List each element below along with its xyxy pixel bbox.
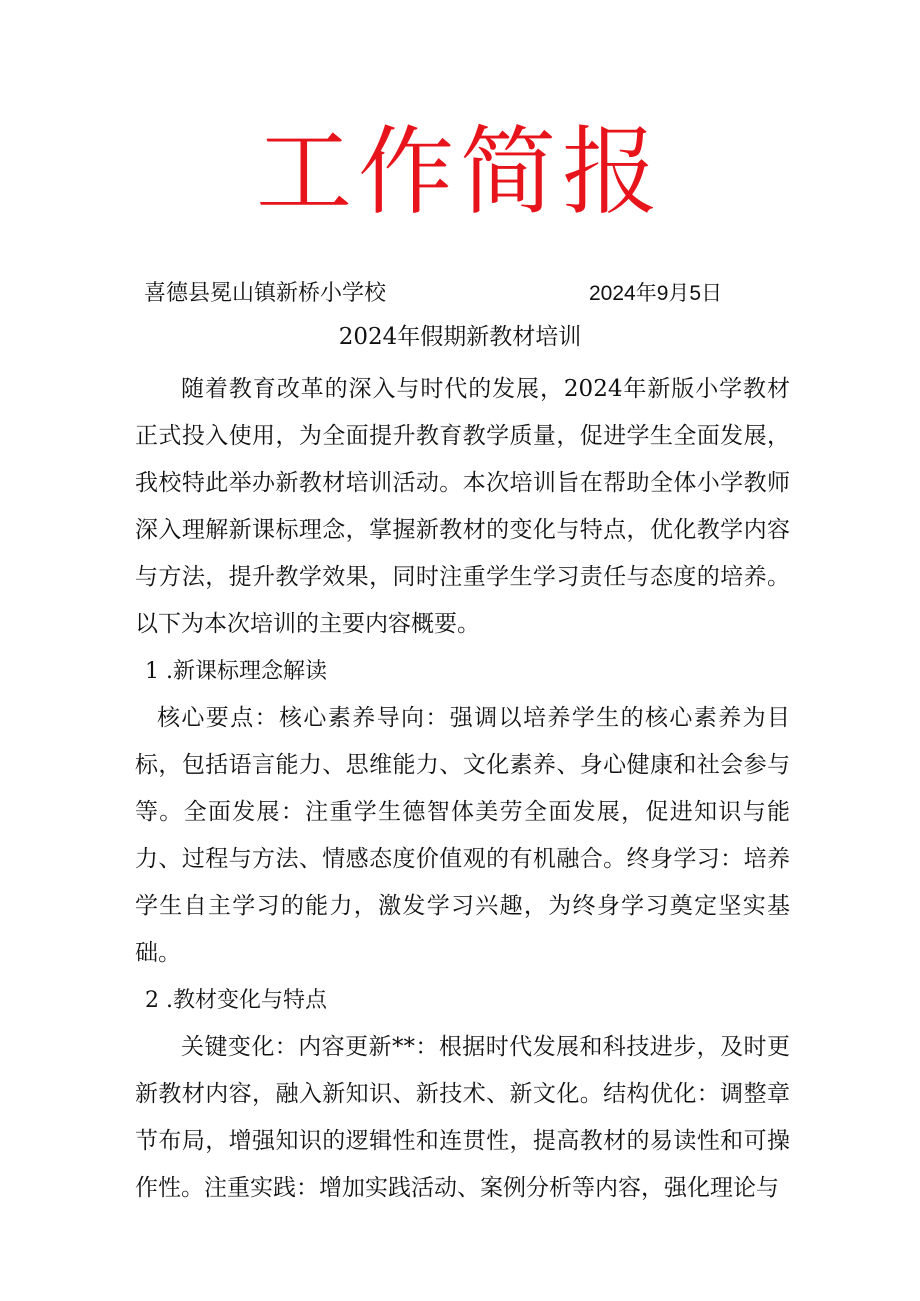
document-body	[135, 366, 790, 1212]
meta-row	[144, 279, 744, 309]
report-date: 2024年9月5日	[589, 282, 723, 305]
section-body-1: 核心要点：核心素养导向：强调以培养学生的核心素养为目标，包括语言能力、思维能力、文化素养、身心健康和社会参与等。全面发展：注重学生德智体美劳全面发展，促进知识与能力、过程与方法、情感态度价值观的有机融合。终身学习：培养学生自主学习的能力，激发学习兴趣，为终身学习奠定坚实基础。	[135, 705, 790, 966]
intro-paragraph: 随着教育改革的深入与时代的发展，2024年新版小学教材正式投入使用，为全面提升教育教学质量，促进学生全面发展，我校特此举办新教材培训活动。本次培训旨在帮助全体小学教师深入理解新课标理念，掌握新教材的变化与特点，优化教学内容与方法，提升教学效果，同时注重学生学习责任与态度的培养。以下为本次培训的主要内容概要。	[135, 376, 790, 637]
section-heading-2: 2 .教材变化与特点	[145, 988, 327, 1013]
section-heading-1: 1 .新课标理念解读	[145, 659, 327, 684]
document-title: 2024年假期新教材培训	[338, 324, 582, 350]
section-body-2: 关键变化：内容更新**：根据时代发展和科技进步，及时更新教材内容，融入新知识、新技术、新文化。结构优化：调整章节布局，增强知识的逻辑性和连贯性，提高教材的易读性和可操作性。注重实践：增加实践活动、案例分析等内容，强化理论与	[135, 1034, 790, 1201]
masthead-title: 工作简报	[256, 116, 664, 228]
school-name: 喜德县冕山镇新桥小学校	[144, 281, 387, 306]
